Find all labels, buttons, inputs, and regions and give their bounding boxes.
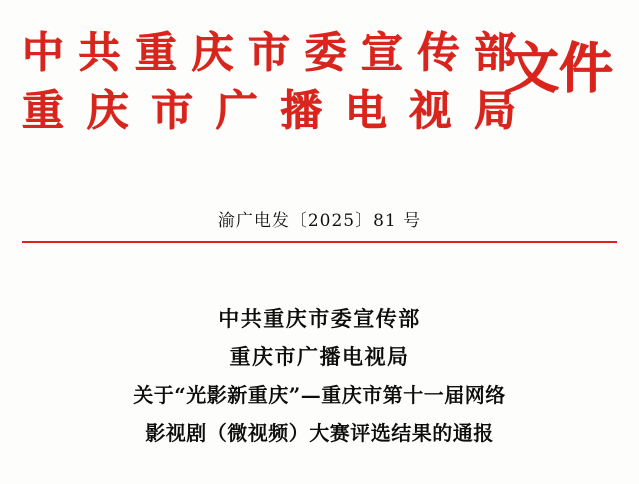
red-separator-rule [22,241,617,243]
letterhead-document-word: 文件 [505,36,613,100]
document-title-block [0,300,639,452]
letterhead [0,18,639,153]
document-number: 渝广电发〔2025〕81 号 [217,211,422,231]
title-line-2: 重庆市广播电视局 [229,344,410,369]
title-line-3: 关于“光影新重庆”—重庆市第十一届网络 [133,383,506,407]
letterhead-line-2: 重庆市广播电视局 [22,86,517,135]
letterhead-issuer-lines [22,24,517,140]
letterhead-line-1: 中共重庆市委宣传部 [22,28,517,77]
title-line-4: 影视剧（微视频）大赛评选结果的通报 [145,421,494,445]
title-line-1: 中共重庆市委宣传部 [218,306,421,331]
